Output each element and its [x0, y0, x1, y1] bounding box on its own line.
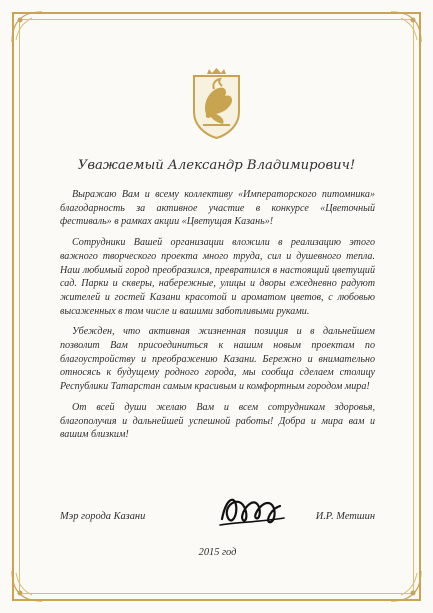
corner-ornament-icon: [10, 10, 44, 44]
paragraph: Убежден, что активная жизненная позиция и в дальнейшем позволит Вам присоединиться к нашим новым проектам по благоустройству и преображению Казани. Бережно и внимательно относясь к будущему родного города, мы сообща сделаем столицу Республики Татарстан самым красивым и комфортным городом мира!: [60, 326, 375, 393]
signer-name: И.Р. Метшин: [315, 511, 375, 522]
corner-ornament-icon: [389, 10, 423, 44]
signature-row: [60, 503, 375, 545]
kazan-coat-of-arms-icon: [189, 68, 244, 140]
paragraph: Выражаю Вам и всему коллективу «Императорского питомника» благодарность за активное участие в конкурсе «Цветочный фестиваль» в рамках акции «Цветущая Казань»!: [60, 189, 375, 228]
paragraph: От всей души желаю Вам и всем сотрудникам здоровья, благополучия и дальнейшей успешной работы! Добра и мира вам и вашим близким!: [60, 401, 375, 441]
signer-title: Мэр города Казани: [60, 511, 146, 522]
letter-body: [60, 188, 375, 449]
document-year: 2015 год: [198, 547, 237, 558]
corner-ornament-icon: [389, 569, 423, 603]
signature-mark-icon: [212, 487, 288, 533]
salutation: Уважаемый Александр Владимирович!: [77, 158, 356, 173]
paragraph: Сотрудники Вашей организации вложили в реализацию этого важного творческого проекта много труда, сил и душевного тепла. Наш любимый город преобразился, превратился в настоящий цветущий сад. Парки и скверы, набережные, улицы и дворы ежедневно радуют жителей и гостей Казани красотой и ароматом цветов, с любовью высаженных в том числе и вашими заботливыми руками.: [60, 237, 375, 317]
corner-ornament-icon: [10, 569, 44, 603]
